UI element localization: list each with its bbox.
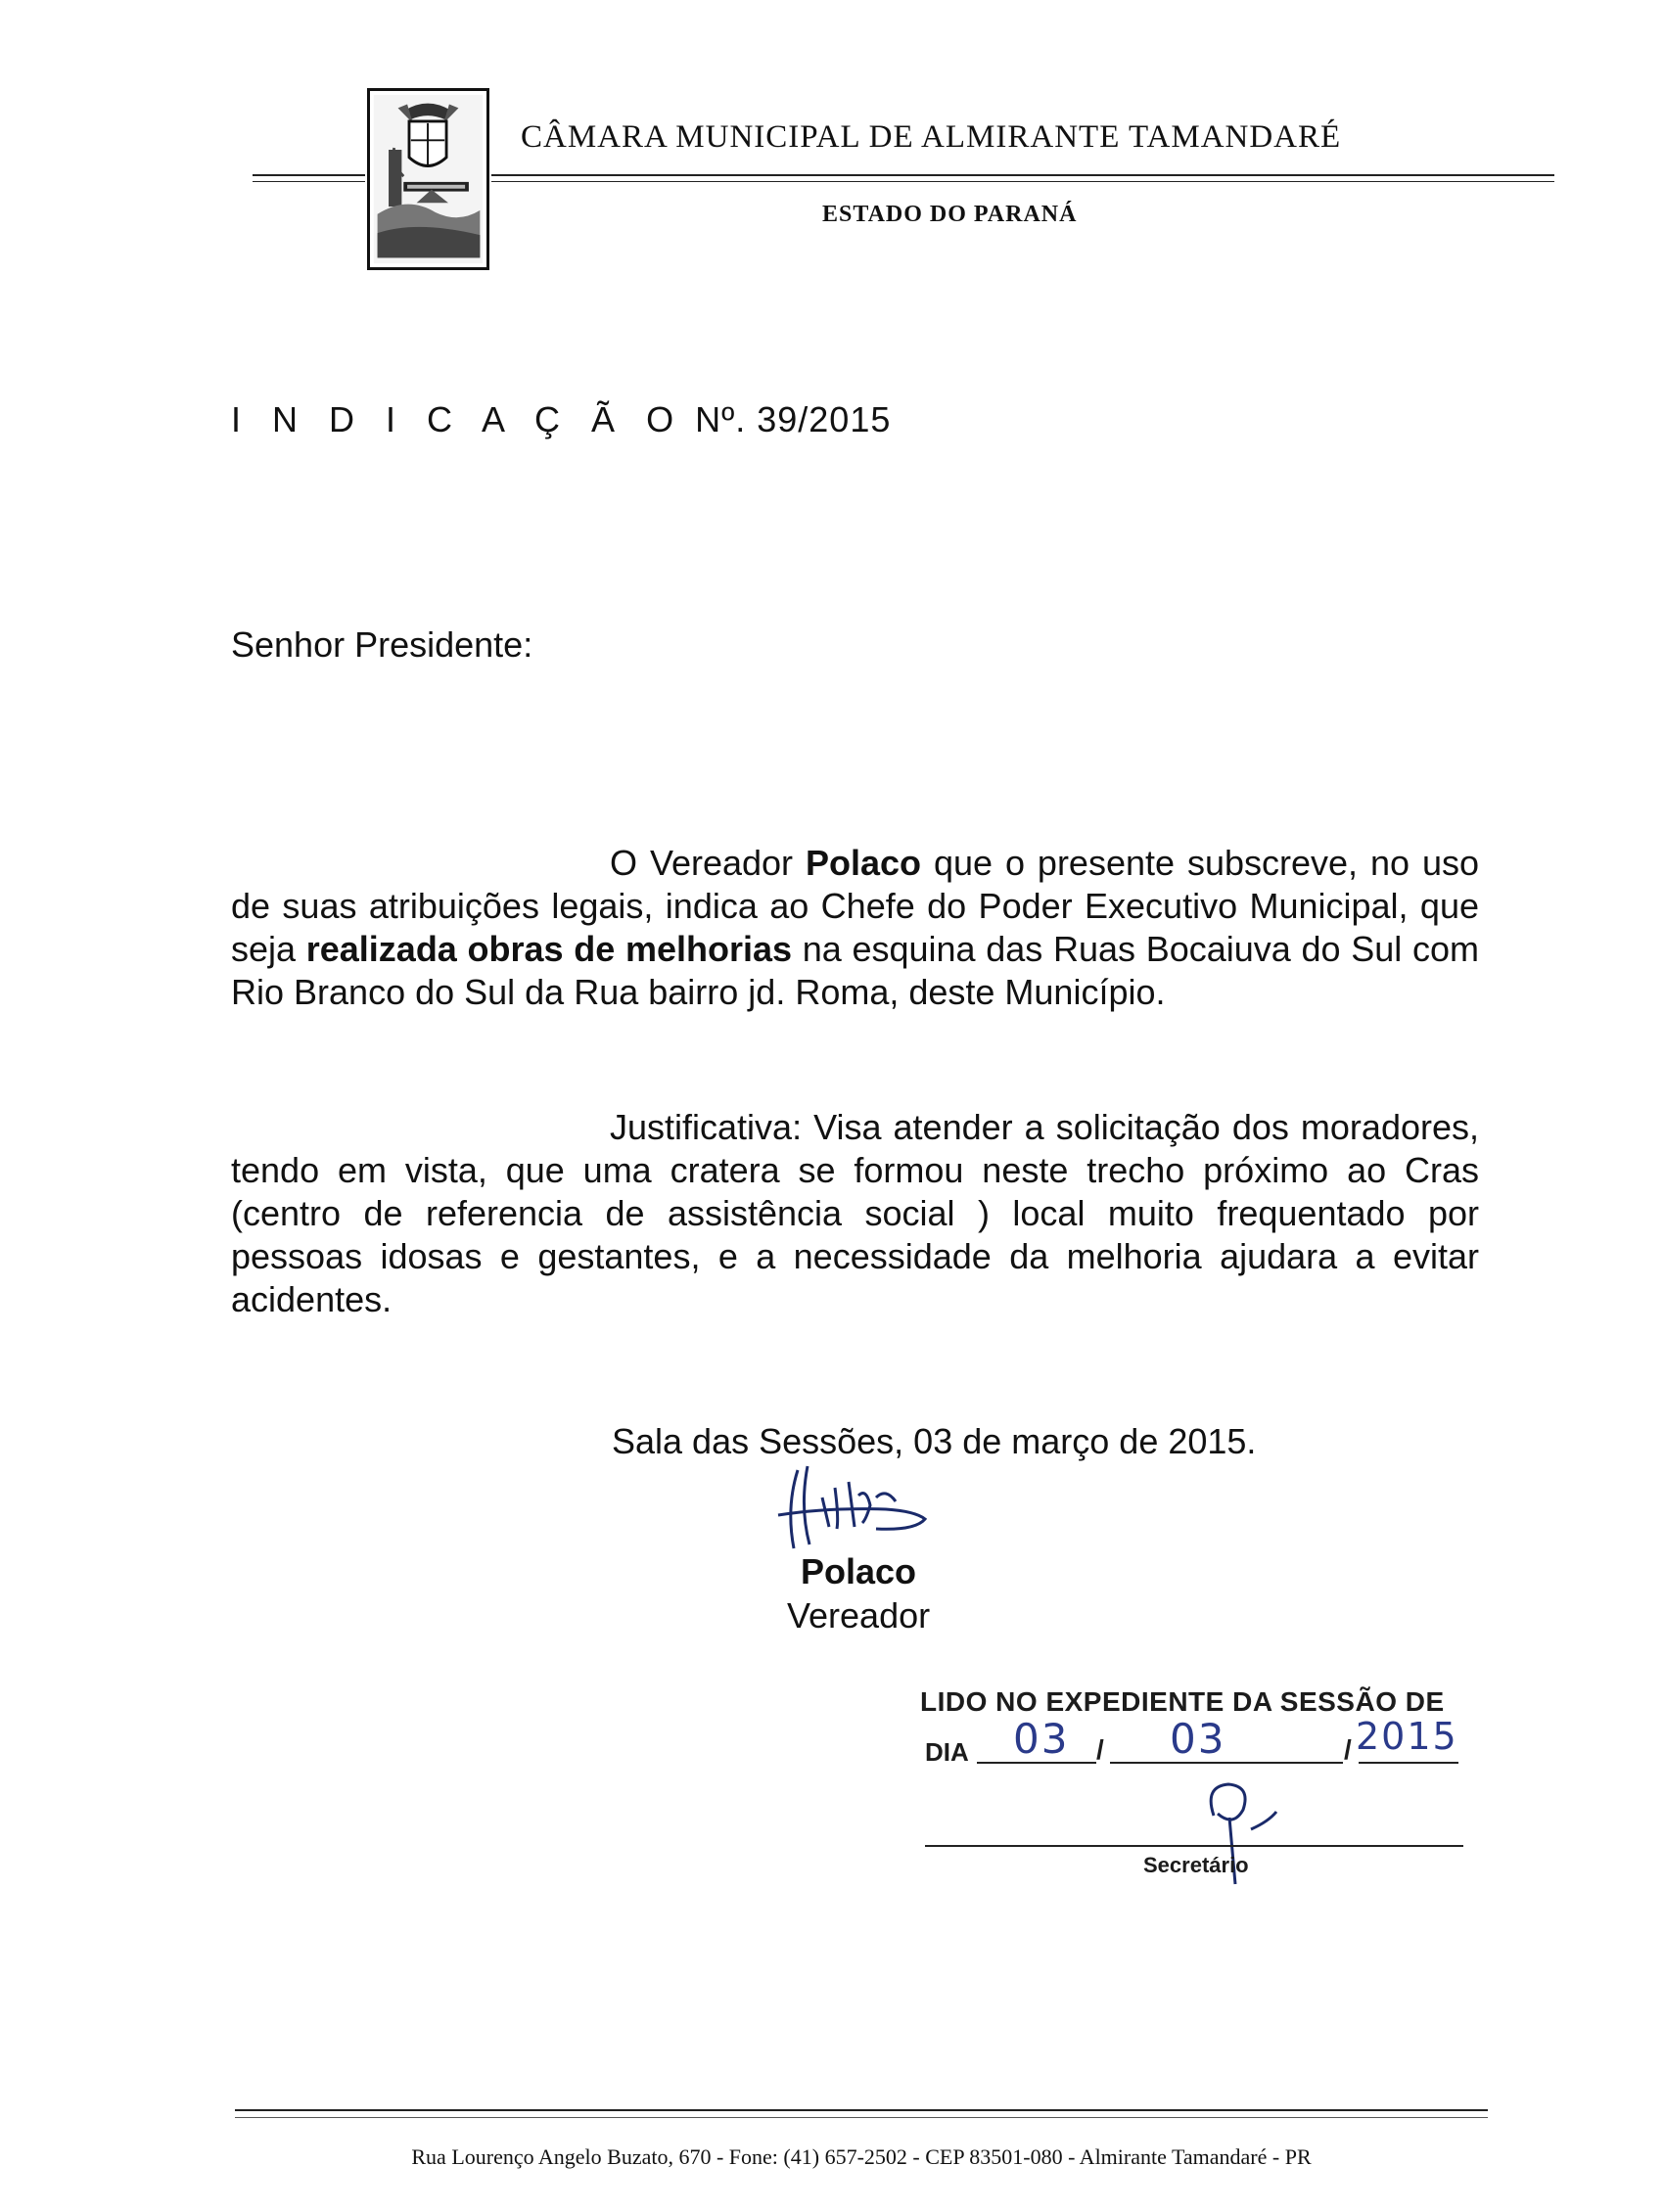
paragraph-indication (231, 842, 1479, 1014)
stamp-slash-2: / (1344, 1734, 1352, 1765)
institution-name: CÂMARA MUNICIPAL DE ALMIRANTE TAMANDARÉ (521, 119, 1342, 155)
signature-handwritten (768, 1458, 935, 1556)
paragraph1-text-2: que o presente subscreve, no uso de suas atribuições legais, indica ao Chefe do Poder Executivo Municipal, que seja (231, 843, 1479, 969)
paragraph2-text: Justificativa: Visa atender a solicitação dos moradores, tendo em vista, que uma cratera se formou neste trecho próximo ao Cras (centro de referencia de assistência social ) local muito frequentado por pessoas idosas e gestantes, e a necessidade da melhoria ajudara a evitar acidentes. (231, 1107, 1479, 1319)
paragraph1-text-3: na esquina das Ruas Bocaiuva do Sul com Rio Branco do Sul da Rua bairro jd. Roma, deste Município. (231, 929, 1479, 1012)
stamp-day: 03 (1013, 1715, 1070, 1763)
stamp-month-line (1110, 1762, 1343, 1764)
header-rule-right-thin (491, 181, 1554, 182)
session-date: Sala das Sessões, 03 de março de 2015. (612, 1421, 1257, 1461)
footer-rule-top (235, 2109, 1488, 2111)
paragraph1-text-1: O Vereador (610, 843, 806, 883)
stamp-year: 2015 (1356, 1715, 1458, 1758)
header-rule-left-thin (253, 181, 365, 182)
secretary-label: Secretário (1143, 1853, 1249, 1877)
title-prefix: I N D I C A Ç Ã O (231, 399, 685, 439)
stamp-title: LIDO NO EXPEDIENTE DA SESSÃO DE (920, 1686, 1445, 1717)
request-bold: realizada obras de melhorias (305, 929, 793, 969)
header-rule-left (253, 174, 365, 176)
paragraph-justification (231, 1106, 1479, 1321)
stamp-slash-1: / (1096, 1734, 1104, 1765)
vereador-name-bold: Polaco (805, 843, 922, 883)
salutation: Senhor Presidente: (231, 624, 533, 665)
coat-of-arms-icon (367, 88, 489, 270)
footer-rule-thin (235, 2117, 1488, 2118)
stamp-month: 03 (1170, 1715, 1226, 1763)
footer-address: Rua Lourenço Angelo Buzato, 670 - Fone: (41) 657-2502 - CEP 83501-080 - Almirante Tamandaré - PR (411, 2144, 1312, 2169)
signer-role: Vereador (787, 1595, 931, 1636)
title-number: Nº. 39/2015 (695, 399, 892, 439)
signer-name: Polaco (801, 1551, 917, 1591)
state-name: ESTADO DO PARANÁ (822, 202, 1078, 227)
secretary-signature-line (925, 1845, 1463, 1847)
header-rule-right (491, 174, 1554, 176)
document-title (231, 399, 891, 440)
stamp-year-line (1359, 1762, 1458, 1764)
stamp-dia-label: DIA (925, 1737, 969, 1767)
